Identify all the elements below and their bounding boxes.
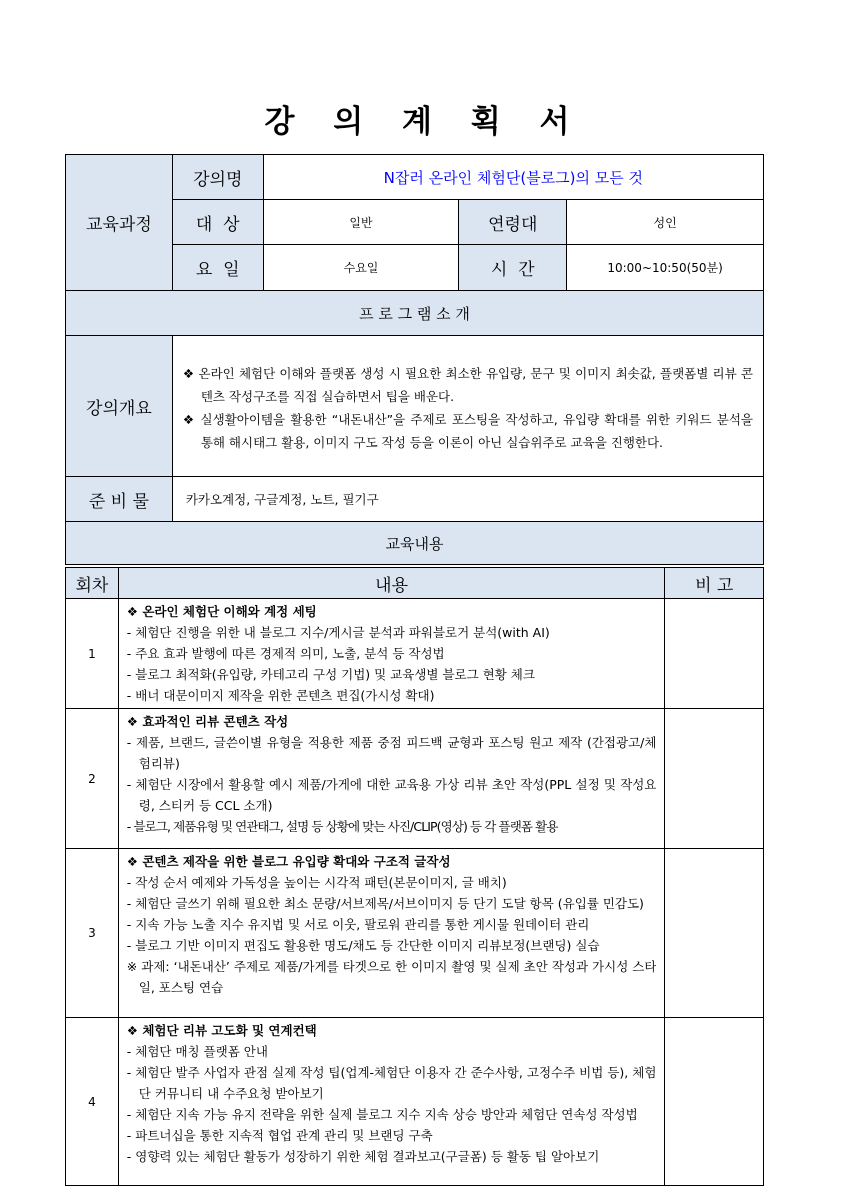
course-label: 교육과정 — [66, 155, 173, 291]
target-value: 일반 — [263, 200, 459, 245]
session-line: - 제품, 브랜드, 글쓴이별 유형을 적용한 제품 중점 피드백 균형과 포스팅 원고 제작 (간접광고/체험리뷰) — [126, 735, 657, 771]
session-line: - 영향력 있는 체험단 활동가 성장하기 위한 체험 결과보고(구글폼) 등 활동 팁 알아보기 — [126, 1149, 600, 1164]
session-note — [665, 849, 764, 1018]
session-row — [66, 849, 764, 1018]
day-label — [172, 245, 263, 291]
session-content — [118, 849, 665, 1018]
session-row — [66, 599, 764, 709]
age-value: 성인 — [567, 200, 764, 245]
session-content — [118, 1018, 665, 1186]
overview-label: 강의개요 — [66, 336, 173, 477]
session-line: - 파트너십을 통한 지속적 협업 관계 관리 및 브랜딩 구축 — [126, 1128, 433, 1143]
overview-item: ❖ 온라인 체험단 이해와 플랫폼 생성 시 필요한 최소한 유입량, 문구 및 이미지 최솟값, 플랫폼별 리뷰 콘텐츠 작성구조를 직접 실습하면서 팁을 배운다. — [182, 365, 753, 404]
session-content — [118, 709, 665, 849]
note-column-header: 비 고 — [665, 568, 764, 599]
session-line: ※ 과제: ‘내돈내산’ 주제로 제품/가게를 타겟으로 한 이미지 촬영 및 실제 초안 작성과 가시성 스타일, 포스팅 연습 — [126, 959, 657, 995]
session-note — [665, 599, 764, 709]
session-number: 1 — [66, 599, 119, 709]
session-note — [665, 709, 764, 849]
session-subtitle: ❖ 콘텐츠 제작을 위한 블로그 유입량 확대와 구조적 글작성 — [126, 854, 451, 869]
content-column-header: 내용 — [118, 568, 665, 599]
day-value: 수요일 — [263, 245, 459, 291]
session-row — [66, 1018, 764, 1186]
session-number: 2 — [66, 709, 119, 849]
session-row — [66, 709, 764, 849]
sessions-table — [65, 567, 764, 1186]
target-label-text: 대 상 — [195, 214, 240, 235]
target-label — [172, 200, 263, 245]
day-label-text: 요 일 — [195, 260, 240, 280]
session-number: 4 — [66, 1018, 119, 1186]
overview-content — [172, 336, 763, 477]
session-line: - 지속 가능 노출 지수 유지법 및 서로 이웃, 팔로워 관리를 통한 게시물 원데이터 관리 — [126, 917, 590, 932]
time-value: 10:00~10:50(50분) — [567, 245, 764, 291]
document-title: 강 의 계 획 서 — [264, 104, 584, 140]
session-subtitle: ❖ 체험단 리뷰 고도화 및 연계컨택 — [126, 1023, 317, 1038]
session-line: - 체험단 진행을 위한 내 블로그 지수/게시글 분석과 파워블로거 분석(with AI) — [126, 625, 550, 640]
course-info-table — [65, 154, 764, 565]
session-line: - 블로그 최적화(유입량, 카테고리 구성 기법) 및 교육생별 블로그 현황 체크 — [126, 667, 535, 682]
course-name-value: N잡러 온라인 체험단(블로그)의 모든 것 — [263, 155, 763, 200]
session-note — [665, 1018, 764, 1186]
overview-item: ❖ 실생활아이템을 활용한 “내돈내산”을 주제로 포스팅을 작성하고, 유입량 확대를 위한 키워드 분석을 통해 해시태그 활용, 이미지 구도 작성 등을 이론이 아닌 실습위주로 교육을 진행한다. — [182, 411, 753, 450]
session-line: - 배너 대문이미지 제작을 위한 콘텐츠 편집(가시성 확대) — [126, 688, 435, 703]
session-subtitle: ❖ 효과적인 리뷰 콘텐츠 작성 — [126, 714, 289, 729]
session-content — [118, 599, 665, 709]
prep-label: 준 비 물 — [66, 477, 173, 522]
age-label: 연령대 — [459, 200, 567, 245]
session-line: - 체험단 글쓰기 위해 필요한 최소 문량/서브제목/서브이미지 등 단기 도달 항목 (유입률 민감도) — [126, 896, 644, 911]
course-name-label: 강의명 — [172, 155, 263, 200]
session-line: - 블로그, 제품유형 및 연관태그, 설명 등 상황에 맞는 사진/CLIP(영상) 등 각 플랫폼 활용 — [126, 819, 558, 834]
session-line: - 체험단 발주 사업자 관점 실제 작성 팁(업계-체험단 이용자 간 준수사항, 고정수주 비법 등), 체험단 커뮤니티 내 수주요청 받아보기 — [126, 1065, 657, 1101]
session-column-header: 회차 — [66, 568, 119, 599]
session-number: 3 — [66, 849, 119, 1018]
session-line: - 체험단 시장에서 활용할 예시 제품/가게에 대한 교육용 가상 리뷰 초안 작성(PPL 설정 및 작성요령, 스티커 등 CCL 소개) — [126, 777, 657, 813]
session-line: - 체험단 매칭 플랫폼 안내 — [126, 1044, 268, 1059]
session-line: - 체험단 지속 가능 유지 전략을 위한 실제 블로그 지수 지속 상승 방안과 체험단 연속성 작성법 — [126, 1107, 638, 1122]
session-line: - 블로그 기반 이미지 편집도 활용한 명도/채도 등 간단한 이미지 리뷰보정(브랜딩) 실습 — [126, 938, 600, 953]
program-intro-header: 프 로 그 램 소 개 — [66, 291, 764, 336]
session-line: - 작성 순서 예제와 가독성을 높이는 시각적 패턴(본문이미지, 글 배치) — [126, 875, 507, 890]
content-header: 교육내용 — [66, 522, 764, 565]
session-line: - 주요 효과 발행에 따른 경제적 의미, 노출, 분석 등 작성법 — [126, 646, 445, 661]
session-subtitle: ❖ 온라인 체험단 이해와 계정 세팅 — [126, 604, 317, 619]
time-label-text: 시 간 — [490, 260, 535, 280]
time-label — [459, 245, 567, 291]
prep-value: 카카오계정, 구글계정, 노트, 필기구 — [172, 477, 763, 522]
